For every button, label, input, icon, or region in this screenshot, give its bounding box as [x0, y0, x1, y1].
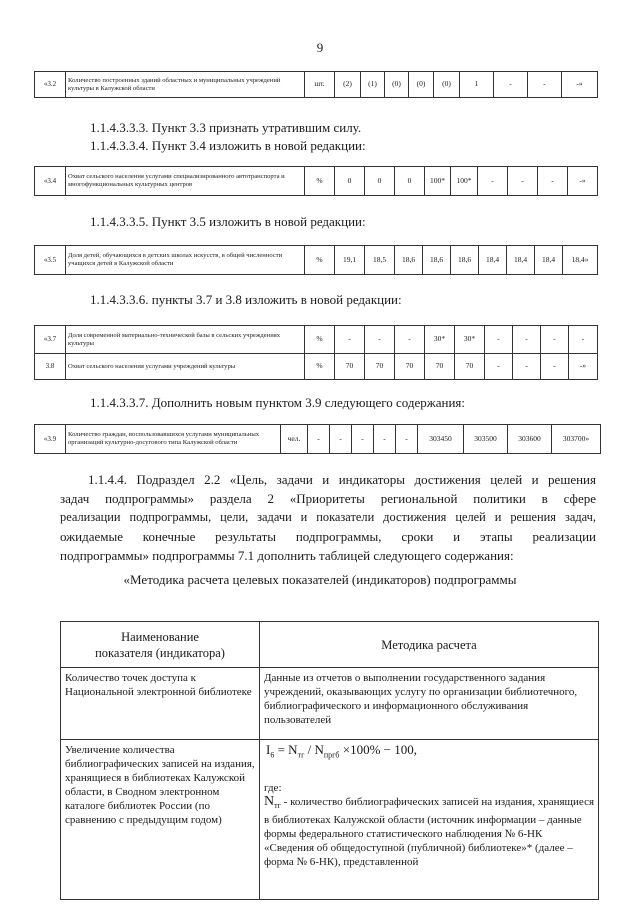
text-line: 1.1.4.3.3.3. Пункт 3.3 признать утратившим силу.	[90, 120, 362, 135]
text-line: 1.1.4.3.3.4. Пункт 3.4 изложить в новой редакции:	[90, 138, 366, 153]
indicator-value: (0)	[409, 72, 434, 98]
text-line: 1.1.4.3.3.7. Дополнить новым пунктом 3.9 следующего содержания:	[90, 395, 466, 410]
indicator-value: -	[541, 354, 569, 380]
text-line: 1.1.4.3.3.5. Пункт 3.5 изложить в новой редакции:	[90, 214, 366, 229]
indicator-value: -	[513, 354, 541, 380]
indicator-value: 19,1	[335, 246, 365, 275]
spacer	[264, 771, 594, 781]
indicator-value: 30*	[455, 326, 485, 354]
indicator-value: 18,4»	[563, 246, 598, 275]
indicator-value: 18,4	[535, 246, 563, 275]
paragraph-line: реализации подпрограммы, цели, задачи и показатели достижения целей и решения задач,	[60, 510, 596, 524]
indicator-value: -	[485, 354, 513, 380]
table-row	[61, 668, 599, 740]
method-cell: Данные из отчетов о выполнении государственного задания учреждений, оказывающих услугу по организации библиотечного, библиографического и информационного обслуживания пользователей	[260, 668, 599, 740]
indicator-value: (2)	[335, 72, 361, 98]
indicator-value: -	[569, 326, 598, 354]
methodology-title: «Методика расчета целевых показателей (индикаторов) подпрограммы	[123, 572, 517, 587]
formula-n1-sub: тг	[297, 750, 305, 760]
indicator-value: -	[508, 167, 538, 196]
indicator-table-3-2	[34, 71, 598, 98]
indicator-code: «3.5	[35, 246, 66, 275]
indicator-unit: чел.	[281, 425, 308, 454]
indicator-value: (0)	[434, 72, 460, 98]
formula-div: / N	[304, 742, 324, 757]
n-sub: тг	[274, 800, 281, 810]
column-header-name: Наименование показателя (индикатора)	[61, 622, 260, 668]
indicator-value: 0	[335, 167, 365, 196]
indicator-value: 0	[395, 167, 425, 196]
indicator-value: (1)	[361, 72, 385, 98]
indicator-unit: %	[305, 354, 335, 380]
indicator-value: 70	[425, 354, 455, 380]
indicator-unit: %	[305, 246, 335, 275]
page-number: 9	[316, 40, 324, 55]
indicator-value: -	[513, 326, 541, 354]
indicator-value: 18,4	[507, 246, 535, 275]
indicator-value: -	[365, 326, 395, 354]
method-cell	[260, 740, 599, 900]
indicator-value: 303500	[464, 425, 508, 454]
formula-lhs-sub: 6	[270, 750, 275, 760]
indicator-value: -	[528, 72, 562, 98]
indicator-value: 30*	[425, 326, 455, 354]
indicator-value: 303600	[508, 425, 552, 454]
indicator-name: Количество построенных зданий областных и муниципальных учреждений культуры в Калужской области	[66, 72, 305, 98]
methodology-table	[60, 621, 599, 900]
indicator-value: 18,6	[423, 246, 451, 275]
n-definition	[264, 795, 594, 869]
indicator-value: -	[494, 72, 528, 98]
n-symbol: N	[264, 793, 275, 809]
indicator-name: Доля детей, обучающихся в детских школах искусств, в общей численности учащихся детей в Калужской области	[66, 246, 305, 275]
indicator-value: -	[538, 167, 568, 196]
indicator-value: -	[308, 425, 330, 454]
indicator-name: Охват сельского населения услугами специализированного автотранспорта и многофункциональных культурных центров	[66, 167, 305, 196]
indicator-value: -	[541, 326, 569, 354]
indicator-value: -»	[562, 72, 598, 98]
text-line: 1.1.4.3.3.6. пункты 3.7 и 3.8 изложить в новой редакции:	[90, 292, 402, 307]
indicator-value: 18,5	[365, 246, 395, 275]
table-row	[35, 326, 598, 354]
indicator-unit: %	[305, 326, 335, 354]
paragraph-line: 1.1.4.4. Подраздел 2.2 «Цель, задачи и индикаторы достижения целей и решения	[88, 472, 596, 487]
paragraph-line: подпрограммы» подпрограммы 7.1 дополнить таблицей следующего содержания:	[60, 548, 514, 563]
indicator-value: -	[396, 425, 418, 454]
table-row	[35, 72, 598, 98]
formula-lhs: I	[266, 742, 271, 757]
formula-n2-sub: пргб	[323, 750, 340, 760]
indicator-code: 3.8	[35, 354, 66, 380]
indicator-value: -	[478, 167, 508, 196]
table-row	[35, 246, 598, 275]
indicator-value: 1	[460, 72, 494, 98]
table-row	[35, 167, 598, 196]
indicator-value: 303700»	[552, 425, 601, 454]
indicator-value: -	[330, 425, 352, 454]
indicator-value: 303450	[418, 425, 464, 454]
indicator-value: -	[395, 326, 425, 354]
paragraph-line: задач подпрограммы» раздела 2 «Приоритеты региональной политики в сфере	[60, 491, 596, 506]
indicator-value: 70	[455, 354, 485, 380]
formula-comma: ,	[413, 742, 417, 757]
indicator-table-3-4	[34, 166, 598, 196]
indicator-value: (0)	[385, 72, 409, 98]
indicator-value: -	[335, 326, 365, 354]
table-row	[35, 354, 598, 380]
indicator-value: 70	[395, 354, 425, 380]
indicator-value: 100*	[451, 167, 478, 196]
indicator-table-3-7-3-8	[34, 325, 598, 380]
formula-eq: = N	[274, 742, 298, 757]
indicator-value: 0	[365, 167, 395, 196]
indicator-value: -	[374, 425, 396, 454]
indicator-value: 18,6	[451, 246, 479, 275]
indicator-value: 18,6	[395, 246, 423, 275]
indicator-unit: %	[305, 167, 335, 196]
indicator-name-cell: Увеличение количества библиографических записей на издания, хранящиеся в библиотеках Калужской области, в Сводном электронном каталоге библиотек России (по сравнению с предыдущим годом)	[61, 740, 260, 900]
column-header-method: Методика расчета	[260, 622, 599, 668]
indicator-value: 18,4	[479, 246, 507, 275]
indicator-code: «3.2	[35, 72, 66, 98]
paragraph-line: ожидаемые конечные результаты подпрограммы, сроки и этапы реализации	[60, 529, 596, 544]
table-header-row	[61, 622, 599, 668]
indicator-table-3-9	[34, 424, 601, 454]
formula-rest: ×100% − 100	[339, 742, 414, 757]
indicator-code: «3.9	[35, 425, 66, 454]
indicator-value: -	[352, 425, 374, 454]
indicator-name: Охват сельского населения услугами учреждений культуры	[66, 354, 305, 380]
indicator-name-cell: Количество точек доступа к Национальной электронной библиотеке	[61, 668, 260, 740]
paragraph-1-1-4-4	[60, 470, 596, 565]
indicator-value: 70	[365, 354, 395, 380]
indicator-value: -»	[568, 167, 598, 196]
table-row	[35, 425, 601, 454]
indicator-table-3-5	[34, 245, 598, 275]
table-row	[61, 740, 599, 900]
indicator-unit: шт.	[305, 72, 335, 98]
n-description: - количество библиографических записей на издания, хранящиеся в библиотеках Калужской области (источник информации – данные формы федерального статистического наблюдения № 6-НК «Сведения об общедоступной (публичной) библиотеке»* (далее – форма № 6-НК), представленной	[264, 795, 595, 868]
indicator-code: «3.7	[35, 326, 66, 354]
indicator-value: 100*	[425, 167, 451, 196]
indicator-value: 70	[335, 354, 365, 380]
indicator-code: «3.4	[35, 167, 66, 196]
formula	[266, 743, 594, 763]
indicator-name: Доля современной материально-технической базы в сельских учреждениях культуры	[66, 326, 305, 354]
indicator-value: -»	[569, 354, 598, 380]
indicator-name: Количество граждан, воспользовавшихся услугами муниципальных организаций культурно-досугового типа Калужской области	[66, 425, 281, 454]
indicator-value: -	[485, 326, 513, 354]
where-label: где:	[264, 781, 282, 794]
